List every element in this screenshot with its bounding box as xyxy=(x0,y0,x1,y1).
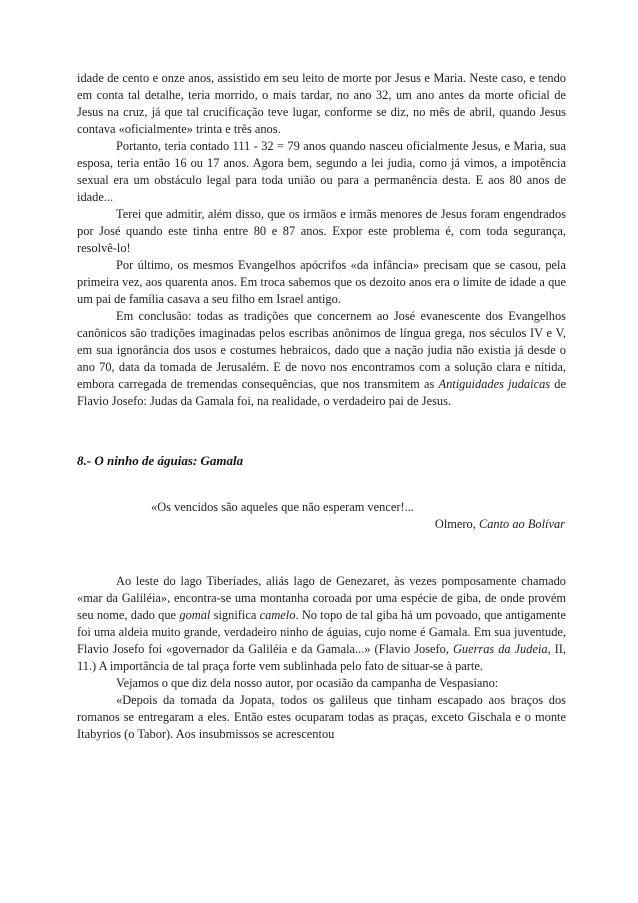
book-title: Guerras da Judeia xyxy=(452,642,548,656)
paragraph: Por último, os mesmos Evangelhos apócrifos «da infância» precisam que se casou, pela primeira vez, aos quarenta anos. Em troca sabemos que os dezoito anos era o limite de idade a que um pai de família casava a seu filho em Israel antigo. xyxy=(77,258,566,306)
paragraph: Portanto, teria contado 111 - 32 = 79 anos quando nasceu oficialmente Jesus, e Maria, sua esposa, teria então 16 ou 17 anos. Agora bem, segundo a lei judia, como já vimos, a impotência sexual era um obstáculo legal para toda união ou para a permanência desta. E aos 80 anos de idade... xyxy=(77,139,566,204)
emphasis: gomal xyxy=(179,608,211,622)
paragraph: Terei que admitir, além disso, que os irmãos e irmãs menores de Jesus foram engendrados por José quando este tinha entre 80 e 87 anos. Expor este problema é, com toda segurança, resolvê-lo! xyxy=(77,207,566,255)
epigraph-quote: «Os vencidos são aqueles que não esperam vencer!... xyxy=(151,500,414,514)
epigraph-author: Olmero, xyxy=(434,517,479,531)
epigraph xyxy=(77,499,566,533)
epigraph-source xyxy=(77,516,566,533)
text-span: de Flavio Josefo: Judas da Gamala foi, na realidade, o verdadeiro pai de Jesus. xyxy=(77,377,566,408)
document-page xyxy=(77,70,566,743)
epigraph-work: Canto ao Bolívar xyxy=(478,517,565,531)
text-span: Em conclusão: todas as tradições que concernem ao José evanescente dos Evangelhos canônicos são tradições imaginadas pelos escribas anônimos de língua grega, nos séculos IV e V, em sua ignorância dos usos e costumes hebraicos, dado que a nação judia não existia já desde o ano 70, data da tomada de Jerusalém. E de novo nos encontramos com a solução clara e nítida, embora carregada de tremendas consequências, que nos transmitem as xyxy=(77,309,566,391)
emphasis: camelo xyxy=(259,608,296,622)
text-span: , II, 11.) A importância de tal praça forte vem sublinhada pelo fato de situar-se à parte. xyxy=(77,642,567,673)
paragraph xyxy=(77,573,566,675)
paragraph: Vejamos o que diz dela nosso autor, por ocasião da campanha de Vespasiano: xyxy=(116,676,499,690)
paragraph xyxy=(77,308,566,410)
text-span: Ao leste do lago Tiberíades, aliás lago de Genezaret, às vezes pomposamente chamado «mar da Galiléia», encontra-se uma montanha coroada por uma espécie de giba, de onde provém seu nome, dado que xyxy=(77,574,566,622)
section-heading: 8.- O ninho de águias: Gamala xyxy=(77,453,244,468)
book-title: Antiguidades judaicas xyxy=(438,377,551,391)
text-span: . No topo de tal giba há um povoado, que antigamente foi uma aldeia muito grande, verdadeiro ninho de águias, cujo nome é Gamala. Em sua juventude, Flavio Josefo foi «governador da Galiléia e da Gamala...» (Flavio Josefo, xyxy=(77,608,566,656)
text-span: significa xyxy=(210,608,260,622)
paragraph: idade de cento e onze anos, assistido em seu leito de morte por Jesus e Maria. Neste caso, e tendo em conta tal detalhe, teria morrido, o mais tardar, no ano 32, um ano antes da morte oficial de Jesus na cruz, já que tal crucificação teve lugar, conforme se diz, no mês de abril, quando Jesus contava «oficialmente» trinta e três anos. xyxy=(77,71,566,136)
paragraph: «Depois da tomada da Jopata, todos os galileus que tinham escapado aos braços dos romanos se entregaram a eles. Então estes ocuparam todas as praças, exceto Gischala e o monte Itabyrios (o Tabor). Aos insubmissos se acrescentou xyxy=(77,693,566,741)
